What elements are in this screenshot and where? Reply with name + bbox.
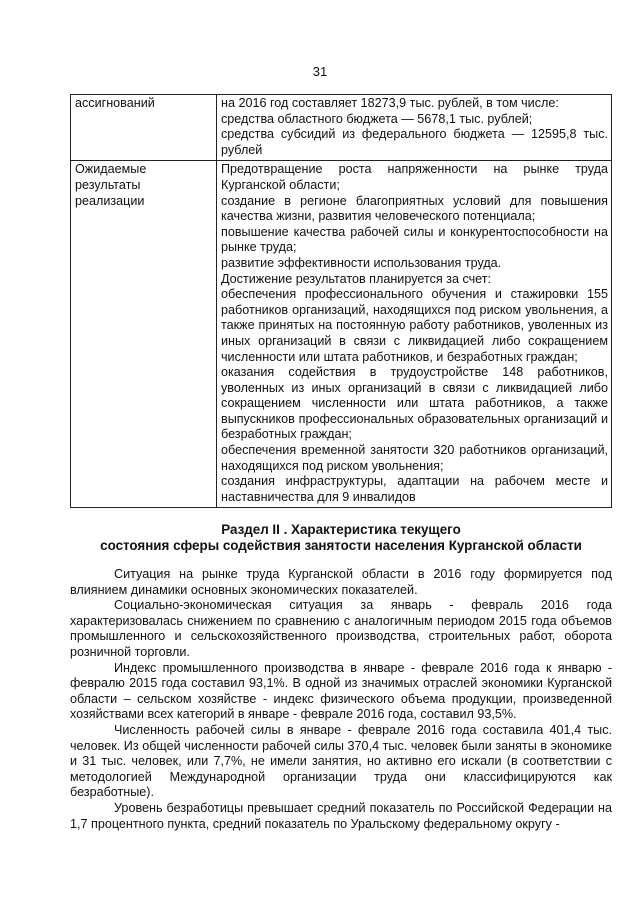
- value-line: на 2016 год составляет 18273,9 тыс. рублей, в том числе:: [221, 96, 559, 110]
- program-info-table: [70, 94, 612, 508]
- paragraph: Ситуация на рынке труда Курганской области в 2016 году формируется под влиянием динамики основных экономических показателей.: [70, 567, 612, 597]
- value-line: Достижение результатов планируется за счет:: [221, 271, 492, 286]
- row-value: [217, 95, 612, 161]
- row-value: [217, 161, 612, 508]
- row-label: Ожидаемые результаты реализации: [71, 161, 217, 508]
- section-title-line: Раздел II . Характеристика текущего: [221, 522, 461, 537]
- paragraph: Индекс промышленного производства в январе - феврале 2016 года к январю - февралю 2015 года составил 93,1%. В одной из значимых отраслей экономики Курганской области – сельском хозяйстве - индекс физического объема продукции, произведенной хозяйствами всех категорий в январе - феврале 2016 года, составил 93,5%.: [70, 660, 612, 722]
- value-line: создание в регионе благоприятных условий для повышения качества жизни, развития человеческого потенциала;: [221, 193, 608, 224]
- value-line: обеспечения временной занятости 320 работников организаций, находящихся под риском увольнения;: [221, 443, 608, 473]
- page-number: 31: [312, 64, 328, 79]
- value-line: средства областного бюджета — 5678,1 тыс. рублей;: [221, 111, 533, 126]
- paragraph: Уровень безработицы превышает средний показатель по Российской Федерации на 1,7 процентного пункта, средний показатель по Уральскому федеральному округу -: [70, 800, 612, 831]
- paragraph: Численность рабочей силы в январе - феврале 2016 года составила 401,4 тыс. человек. Из общей численности рабочей силы 370,4 тыс. человек были заняты в экономике и 31 тыс. человек, или 7,7%, не имели занятия, но активно его искали (в соответствии с методологией Международной организации труда они классифицируются как безработные).: [70, 722, 612, 800]
- section-title: [70, 522, 612, 554]
- value-line: развитие эффективности использования труда.: [221, 255, 502, 270]
- body-text: [70, 567, 612, 832]
- value-line: создания инфраструктуры, адаптации на рабочем месте и наставничества для 9 инвалидов: [221, 474, 608, 504]
- value-line: обеспечения профессионального обучения и стажировки 155 работников организаций, находящихся под риском увольнения, а также принятых на постоянную работу работников, уволенных из иных организаций в связи с ликвидацией либо сокращением численности или штата работников, и безработных граждан;: [221, 287, 608, 364]
- table-row: [71, 161, 612, 508]
- row-label: ассигнований: [71, 95, 217, 161]
- value-line: средства субсидий из федерального бюджета — 12595,8 тыс. рублей: [221, 127, 608, 157]
- table-row: [71, 95, 612, 161]
- value-line: Предотвращение роста напряженности на рынке труда Курганской области;: [221, 162, 608, 192]
- paragraph: Социально-экономическая ситуация за январь - февраль 2016 года характеризовалась снижением по сравнению с аналогичным периодом 2015 года объемов промышленного и сельскохозяйственного производства, строительных работ, оборота розничной торговли.: [70, 598, 612, 659]
- section-title-line: состояния сферы содействия занятости населения Курганской области: [100, 538, 582, 553]
- value-line: оказания содействия в трудоустройстве 148 работников, уволенных из иных организаций в связи с ликвидацией либо сокращением численности или штата работников, а также выпускников профессиональных образовательных организаций и безработных граждан;: [221, 365, 608, 442]
- value-line: повышение качества рабочей силы и конкурентоспособности на рынке труда;: [221, 224, 608, 255]
